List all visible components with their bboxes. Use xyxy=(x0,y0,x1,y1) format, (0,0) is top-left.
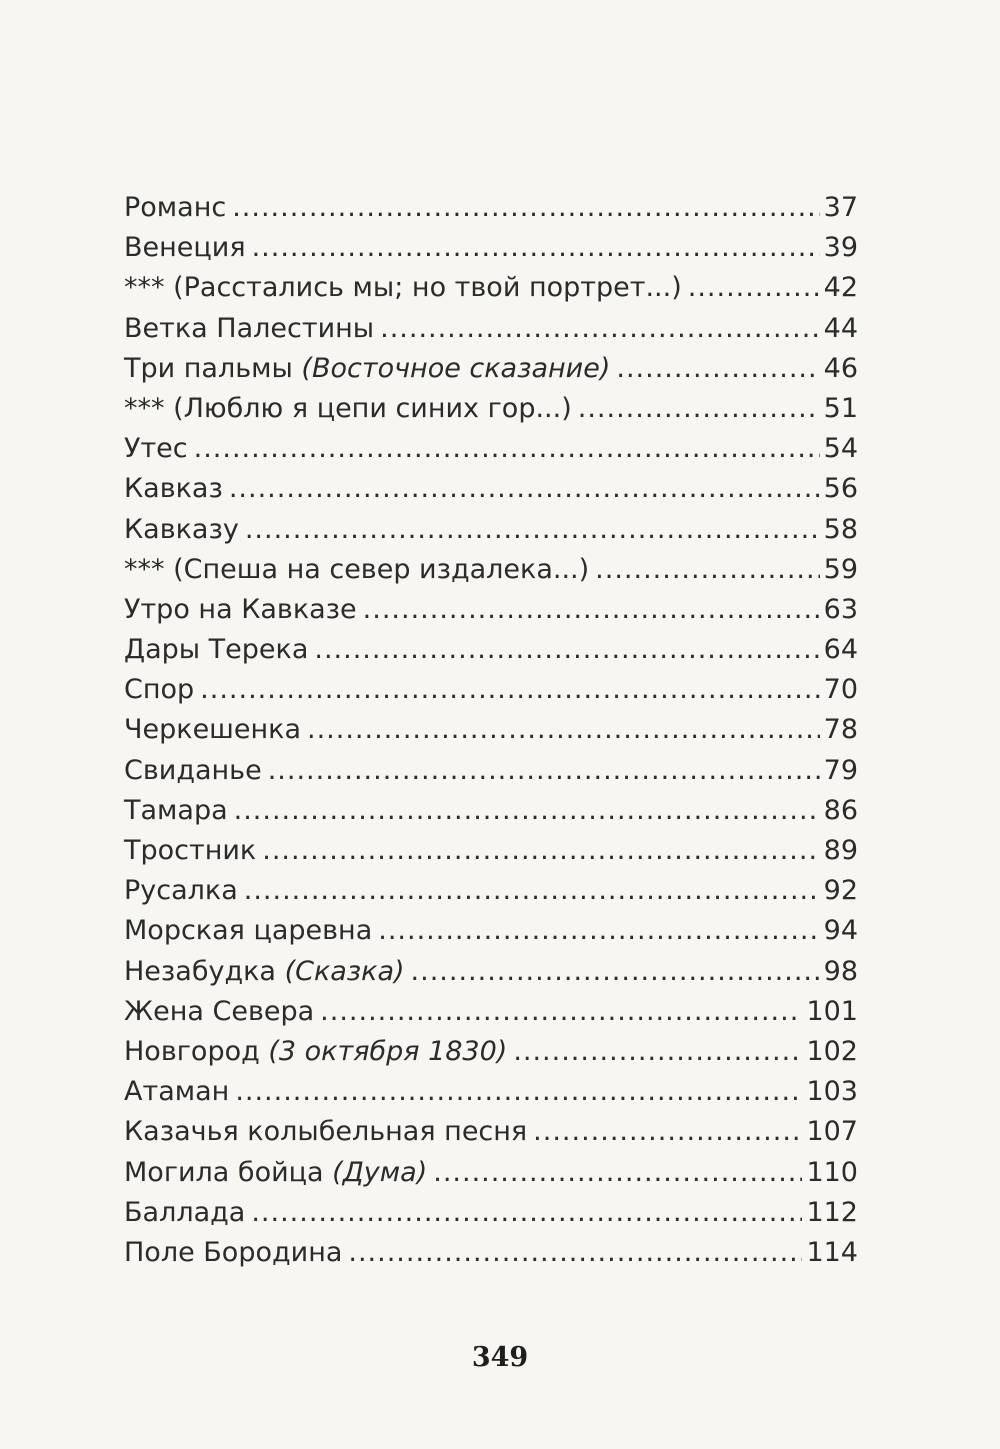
toc-entry xyxy=(124,634,858,674)
toc-entry xyxy=(124,1036,858,1076)
toc-entry xyxy=(124,755,858,795)
toc-entry-title xyxy=(124,393,572,424)
toc-entry-title xyxy=(124,1237,342,1268)
toc-entry-title xyxy=(124,795,228,826)
toc-entry-title xyxy=(124,714,301,745)
toc-entry xyxy=(124,272,858,312)
toc-entry-title xyxy=(124,996,314,1027)
toc-entry xyxy=(124,875,858,915)
dot-leader xyxy=(262,835,819,866)
toc-entry-title-text: Кавказ xyxy=(124,473,223,505)
toc-entry-title xyxy=(124,473,223,504)
dot-leader xyxy=(616,353,819,384)
dot-leader xyxy=(533,1116,802,1147)
toc-entry xyxy=(124,835,858,875)
toc-entry-title-text: Три пальмы xyxy=(124,352,293,384)
toc-entry-subtitle: (3 октября 1830) xyxy=(268,1035,508,1067)
toc-entry-page: 54 xyxy=(823,433,858,465)
toc-entry-title xyxy=(124,433,188,464)
dot-leader xyxy=(513,1036,802,1067)
toc-entry-title xyxy=(124,594,357,625)
toc-entry-page: 89 xyxy=(823,835,858,866)
toc-entry-page: 42 xyxy=(823,272,858,304)
toc-entry xyxy=(124,674,858,714)
toc-entry-title xyxy=(124,634,308,665)
toc-entry-title-text: Атаман xyxy=(124,1076,230,1108)
toc-entry-title xyxy=(124,755,262,786)
toc-entry xyxy=(124,1076,858,1116)
toc-entry-page: 39 xyxy=(823,232,858,264)
toc-entry-title xyxy=(124,1036,507,1067)
toc-entry-title-text: Морская царевна xyxy=(124,915,373,947)
toc-entry-title xyxy=(124,192,226,223)
dot-leader xyxy=(229,473,820,504)
toc-entry-title-text: Новгород xyxy=(124,1035,260,1067)
toc-entry-title-text: Утро на Кавказе xyxy=(124,593,357,625)
toc-entry-page: 86 xyxy=(823,794,858,826)
toc-entry-title xyxy=(124,1116,527,1147)
toc-entry xyxy=(124,353,858,393)
toc-entry-title-text: Русалка xyxy=(124,875,238,907)
toc-entry-title xyxy=(124,272,682,303)
dot-leader xyxy=(235,1076,802,1107)
toc-entry-title xyxy=(124,232,246,263)
dot-leader xyxy=(244,875,820,906)
dot-leader xyxy=(411,956,820,987)
toc-entry-page: 107 xyxy=(806,1116,858,1148)
toc-entry-title-text: Венеция xyxy=(124,232,246,264)
toc-entry-page: 114 xyxy=(806,1236,858,1268)
toc-entry-title-text: *** (Расстались мы; но твой портрет...) xyxy=(124,272,682,304)
toc-entry-title xyxy=(124,1076,229,1107)
toc-entry-page: 101 xyxy=(806,995,858,1027)
toc-entry-title xyxy=(124,915,372,946)
toc-entry xyxy=(124,795,858,835)
toc-entry-title-text: Черкешенка xyxy=(124,714,302,746)
toc-entry-page: 64 xyxy=(823,634,858,666)
toc-entry xyxy=(124,313,858,353)
dot-leader xyxy=(363,594,820,625)
toc-entry-page: 98 xyxy=(823,955,858,987)
toc-entry-page: 78 xyxy=(823,714,858,746)
dot-leader xyxy=(320,996,802,1027)
dot-leader xyxy=(314,634,819,665)
toc-entry-title xyxy=(124,1197,245,1228)
toc-entry-page: 59 xyxy=(823,553,858,585)
dot-leader xyxy=(234,795,820,826)
dot-leader xyxy=(688,272,820,303)
dot-leader xyxy=(245,514,820,545)
toc-entry xyxy=(124,554,858,594)
toc-entry-page: 63 xyxy=(823,593,858,625)
toc-entry xyxy=(124,433,858,473)
toc-entry xyxy=(124,1157,858,1197)
dot-leader xyxy=(268,755,820,786)
toc-entry-page: 103 xyxy=(806,1076,858,1108)
toc-entry-title-text: Незабудка xyxy=(124,955,276,987)
toc-entry-page: 94 xyxy=(823,915,858,947)
toc-entry xyxy=(124,232,858,272)
toc-entry-title-text: Спор xyxy=(124,674,195,706)
dot-leader xyxy=(232,192,819,223)
toc-entry-title xyxy=(124,835,256,866)
toc-entry xyxy=(124,996,858,1036)
toc-entry-title xyxy=(124,674,194,705)
toc-entry xyxy=(124,1237,858,1277)
toc-entry-title-text: Жена Севера xyxy=(124,995,315,1027)
dot-leader xyxy=(595,554,819,585)
toc-entry-title xyxy=(124,313,374,344)
toc-entry-subtitle: (Восточное сказание) xyxy=(301,352,611,384)
toc-entry xyxy=(124,473,858,513)
toc-entry-title xyxy=(124,554,589,585)
toc-entry-title-text: Утес xyxy=(124,433,188,465)
toc-entry-page: 110 xyxy=(806,1156,858,1188)
toc-entry-title xyxy=(124,1157,427,1188)
toc-entry-title-text: *** (Спеша на север издалека...) xyxy=(124,553,590,585)
toc-entry-title xyxy=(124,353,610,384)
toc-entry xyxy=(124,192,858,232)
toc-entry-title xyxy=(124,514,239,545)
toc-entry-title-text: Кавказу xyxy=(124,513,239,545)
dot-leader xyxy=(380,313,820,344)
toc-entry xyxy=(124,514,858,554)
toc-entry-page: 56 xyxy=(823,473,858,505)
toc-entry-title-text: Свиданье xyxy=(124,754,262,786)
dot-leader xyxy=(307,714,820,745)
toc-entry-page: 92 xyxy=(823,875,858,907)
toc-entry xyxy=(124,594,858,634)
toc-entry-page: 44 xyxy=(823,312,858,344)
toc-entry-subtitle: (Дума) xyxy=(332,1156,428,1188)
toc-entry-page: 102 xyxy=(806,1035,858,1067)
toc-entry-page: 46 xyxy=(823,352,858,384)
toc-entry xyxy=(124,956,858,996)
toc-entry-page: 58 xyxy=(823,513,858,545)
toc-entry-page: 79 xyxy=(823,754,858,786)
toc-entry-title-text: Романс xyxy=(124,192,227,223)
toc-entry xyxy=(124,915,858,955)
toc-entry-title-text: Тростник xyxy=(124,835,257,866)
toc-entry-title-text: Ветка Палестины xyxy=(124,312,375,344)
toc-entry-subtitle: (Сказка) xyxy=(284,955,405,987)
toc-entry-title-text: Могила бойца xyxy=(124,1156,324,1188)
toc-entry xyxy=(124,1197,858,1237)
dot-leader xyxy=(252,232,820,263)
toc-entry-page: 51 xyxy=(823,392,858,424)
toc-entry-page: 112 xyxy=(806,1196,858,1228)
dot-leader xyxy=(348,1237,802,1268)
toc-entry-title-text: Тамара xyxy=(124,794,228,826)
toc-entry-page: 70 xyxy=(823,674,858,706)
toc-entry-title-text: Баллада xyxy=(124,1196,246,1228)
toc-entry xyxy=(124,393,858,433)
dot-leader xyxy=(433,1157,802,1188)
toc-entry-title xyxy=(124,875,238,906)
toc-entry xyxy=(124,1116,858,1156)
toc-entry-title-text: Казачья колыбельная песня xyxy=(124,1116,528,1148)
toc-entry-title-text: *** (Люблю я цепи синих гор...) xyxy=(124,392,572,424)
dot-leader xyxy=(378,915,819,946)
toc-entry-title-text: Поле Бородина xyxy=(124,1236,343,1268)
page-number: 349 xyxy=(471,1342,529,1373)
dot-leader xyxy=(194,433,820,464)
dot-leader xyxy=(578,393,820,424)
toc-entry-title-text: Дары Терека xyxy=(124,634,309,666)
toc-entry-page: 37 xyxy=(823,192,858,223)
dot-leader xyxy=(200,674,819,705)
table-of-contents xyxy=(124,192,858,1277)
toc-entry-title xyxy=(124,956,405,987)
toc-entry xyxy=(124,714,858,754)
dot-leader xyxy=(251,1197,802,1228)
